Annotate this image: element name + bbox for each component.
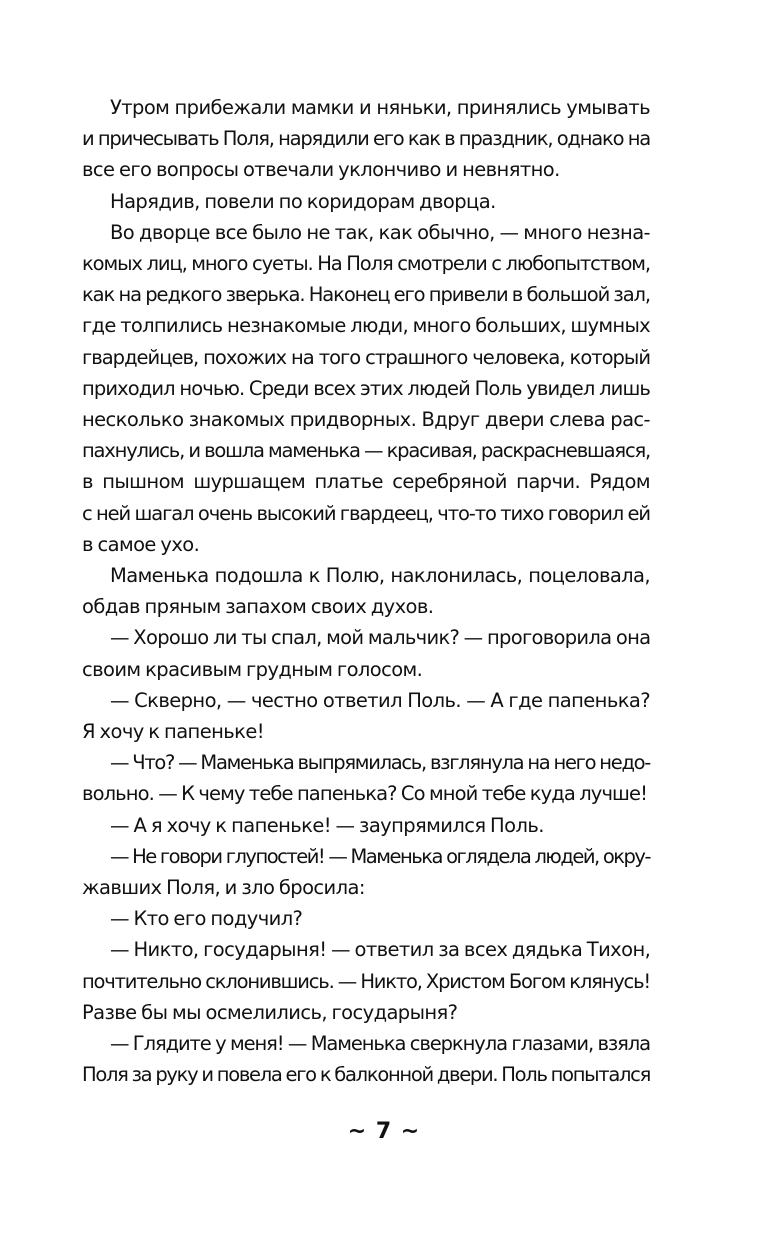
text-line: гвардейцев, похожих на того страшного человека, который (82, 345, 650, 369)
text-line: — Хорошо ли ты спал, мой мальчик? — проговорила она (110, 626, 651, 650)
paragraph (82, 841, 650, 903)
text-line: Поля за руку и повела его к балконной двери. Поль попытался (82, 1063, 650, 1087)
text-line: Разве бы мы осмелились, государыня? (82, 1000, 458, 1024)
paragraph (82, 217, 650, 560)
text-line: и причесывать Поля, нарядили его как в праздник, однако на (82, 127, 650, 151)
text-line: жавших Поля, и зло бросила: (82, 876, 365, 900)
text-line: как на редкого зверька. Наконец его привели в большой зал, (82, 283, 650, 307)
paragraph (82, 810, 650, 841)
text-line: Маменька подошла к Полю, наклонилась, поцеловала, (110, 564, 650, 588)
text-line: вольно. — К чему тебе папенька? Со мной тебе куда лучше! (82, 782, 648, 806)
text-line: — Глядите у меня! — Маменька сверкнула глазами, взяла (110, 1032, 650, 1056)
text-line: — Скверно, — честно ответил Поль. — А где папенька? (110, 688, 650, 712)
text-line: несколько знакомых придворных. Вдруг двери слева рас- (82, 408, 650, 432)
text-line: обдав пряным запахом своих духов. (82, 595, 434, 619)
text-line: Утром прибежали мамки и няньки, принялись умывать (110, 96, 650, 119)
text-line: все его вопросы отвечали уклончиво и невнятно. (82, 158, 560, 182)
text-line: почтительно склонившись. — Никто, Христом Богом клянусь! (82, 969, 650, 993)
text-line: — Кто его подучил? (110, 907, 303, 931)
text-line: в пышном шуршащем платье серебряной парчи. Рядом (82, 470, 650, 494)
text-line: — Никто, государыня! — ответил за всех дядька Тихон, (110, 938, 651, 962)
paragraph (82, 934, 650, 1028)
paragraph (82, 186, 650, 217)
text-line: приходил ночью. Среди всех этих людей Поль увидел лишь (82, 376, 650, 400)
text-line: комых лиц, много суеты. На Поля смотрели с любопытством, (82, 252, 650, 276)
text-line: Нарядив, повели по коридорам дворца. (110, 189, 496, 213)
text-line: в самое ухо. (82, 532, 200, 556)
text-line: Во дворце все было не так, как обычно, — много незна- (110, 220, 650, 244)
text-line: — Не говори глупостей! — Маменька оглядела людей, окру- (110, 844, 650, 868)
text-line: — Что? — Маменька выпрямилась, взглянула на него недо- (110, 751, 650, 775)
text-line: — А я хочу к папеньке! — заупрямился Поль. (110, 813, 544, 837)
text-line: с ней шагал очень высокий гвардеец, что-то тихо говорил ей (82, 501, 650, 525)
paragraph (82, 903, 650, 934)
paragraph (82, 747, 650, 809)
page-number: ~ 7 ~ (347, 1119, 421, 1144)
paragraph (82, 92, 650, 186)
text-line: Я хочу к папеньке! (82, 720, 264, 744)
paragraph (82, 685, 650, 747)
text-line: где толпились незнакомые люди, много больших, шумных (82, 314, 650, 338)
text-line: пахнулись, и вошла маменька — красивая, раскрасневшаяся, (82, 439, 650, 463)
text-page (82, 92, 650, 1091)
text-line: своим красивым грудным голосом. (82, 657, 423, 681)
paragraph (82, 560, 650, 622)
paragraph (82, 622, 650, 684)
paragraph (82, 1028, 650, 1090)
